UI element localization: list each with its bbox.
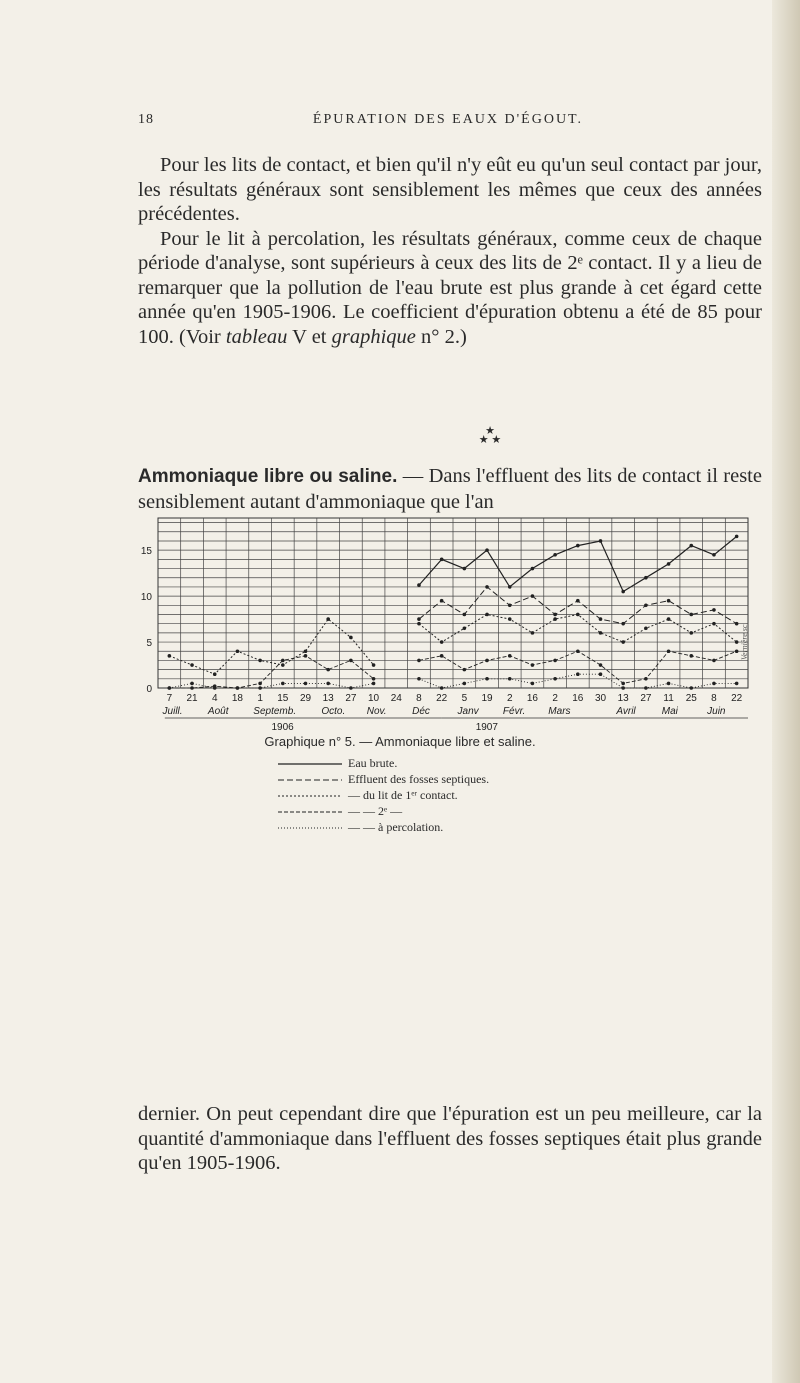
- y-tick-label: 5: [146, 638, 152, 650]
- paragraph-contact: [138, 153, 762, 349]
- running-title: ÉPURATION DES EAUX D'ÉGOUT.: [312, 112, 584, 127]
- chart-caption: Graphique n° 5. — Ammoniaque libre et saline.: [264, 734, 536, 749]
- month-label: Octo.: [321, 706, 346, 717]
- x-tick-label: 13: [322, 693, 334, 704]
- legend-entry: [278, 756, 397, 772]
- x-tick-label: 27: [640, 693, 652, 704]
- asterism-separator: ★ ★ ★: [478, 425, 502, 446]
- legend-label: — — à percolation.: [348, 820, 444, 834]
- x-tick-label: 10: [368, 693, 380, 704]
- section-heading: Ammoniaque libre ou saline.: [138, 466, 398, 487]
- month-label: Avril: [616, 706, 636, 717]
- month-label: Mars: [548, 706, 571, 717]
- ref-graphique: graphique: [331, 325, 416, 348]
- legend-line-sample: [278, 808, 342, 816]
- section-ammoniaque: [138, 464, 762, 514]
- x-tick-label: 25: [685, 693, 697, 704]
- x-tick-label: 21: [186, 693, 198, 704]
- paragraph-conclusion: dernier. On peut cependant dire que l'épuration est un peu meilleure, car la quantité d'ammoniaque dans l'effluent des fosses septiques était plus grande qu'en 1905-1906.: [138, 1103, 762, 1174]
- x-tick-label: 16: [526, 693, 538, 704]
- legend-label: — — 2ᵉ —: [348, 804, 403, 818]
- x-tick-label: 1: [257, 693, 263, 704]
- x-tick-label: 4: [211, 693, 218, 704]
- legend-entry: [278, 772, 489, 788]
- legend-line-sample: [278, 760, 342, 768]
- ref-mid: V et: [287, 325, 332, 348]
- x-tick-label: 11: [663, 693, 674, 704]
- x-tick-label: 24: [390, 693, 402, 704]
- page-edge: [772, 0, 800, 1383]
- x-tick-label: 22: [731, 693, 743, 704]
- month-label: Janv: [457, 706, 479, 717]
- legend-entry: [278, 820, 443, 836]
- x-tick-label: 18: [231, 693, 243, 704]
- x-tick-label: 19: [481, 693, 493, 704]
- paragraph-line-2: [138, 227, 762, 350]
- month-label: Septemb.: [253, 706, 297, 717]
- page-number: 18: [138, 112, 154, 127]
- legend-entry: [278, 788, 458, 804]
- series-line: [419, 674, 737, 688]
- legend-line-sample: [278, 792, 342, 800]
- page-header: [138, 112, 698, 134]
- x-tick-label: 13: [617, 693, 629, 704]
- month-label: Août: [207, 706, 229, 717]
- x-tick-label: 2: [506, 693, 513, 704]
- x-tick-label: 8: [711, 693, 717, 704]
- month-label: Nov.: [366, 706, 387, 717]
- month-label: Févr.: [502, 706, 526, 717]
- data-point: [372, 682, 376, 686]
- year-label: 1906: [271, 722, 294, 733]
- engraver-credit: Vernière sc.: [740, 622, 749, 660]
- ref-end: n° 2.): [415, 325, 467, 348]
- month-label: Juill.: [162, 706, 183, 717]
- y-tick-label: 0: [146, 684, 152, 695]
- data-point: [599, 672, 603, 676]
- legend-label: Eau brute.: [348, 756, 398, 770]
- ref-tableau: tableau: [225, 325, 288, 348]
- legend-label: — du lit de 1ᵉʳ contact.: [348, 788, 458, 802]
- legend-line-sample: [278, 776, 342, 784]
- series-line: [419, 615, 737, 643]
- ammonia-chart: [120, 512, 760, 752]
- x-tick-label: 27: [345, 693, 357, 704]
- x-tick-label: 2: [552, 693, 558, 704]
- x-tick-label: 5: [461, 693, 468, 704]
- legend-entry: [278, 804, 402, 820]
- section-text: — Dans l'effluent des lits de contact il reste sensiblement autant d'ammoniaque que l'an: [138, 465, 762, 513]
- year-label: 1907: [475, 722, 498, 733]
- month-label: Mai: [661, 706, 678, 717]
- x-tick-label: 8: [416, 693, 422, 704]
- y-tick-label: 10: [140, 592, 152, 604]
- month-label: Déc: [412, 706, 430, 717]
- x-tick-label: 16: [572, 693, 584, 704]
- x-tick-label: 30: [594, 693, 607, 704]
- paragraph-line-1: Pour les lits de contact, et bien qu'il n'y eût eu qu'un seul contact par jour, les résultats généraux sont sensiblement les mêmes que ceux des années précédentes.: [138, 154, 762, 225]
- x-tick-label: 7: [166, 693, 173, 704]
- legend-line-sample: [278, 824, 342, 832]
- legend-label: Effluent des fosses septiques.: [348, 772, 490, 786]
- x-tick-label: 22: [436, 693, 448, 704]
- y-tick-label: 15: [140, 546, 152, 558]
- paragraph-text: Pour le lit à percolation, les résultats généraux, comme ceux de chaque période d'analyse, sont supérieurs à ceux des lits de 2ᵉ contact. Il y a lieu de remarquer que la pollution de l'eau brute est plus grande à cet égard cette année qu'en 1905-1906. Le coefficient d'épuration obtenu a été de 85 pour 100. (Voir: [138, 227, 762, 348]
- x-tick-label: 29: [299, 693, 312, 704]
- month-label: Juin: [707, 706, 726, 717]
- x-tick-label: 15: [277, 693, 289, 704]
- data-point: [417, 677, 421, 681]
